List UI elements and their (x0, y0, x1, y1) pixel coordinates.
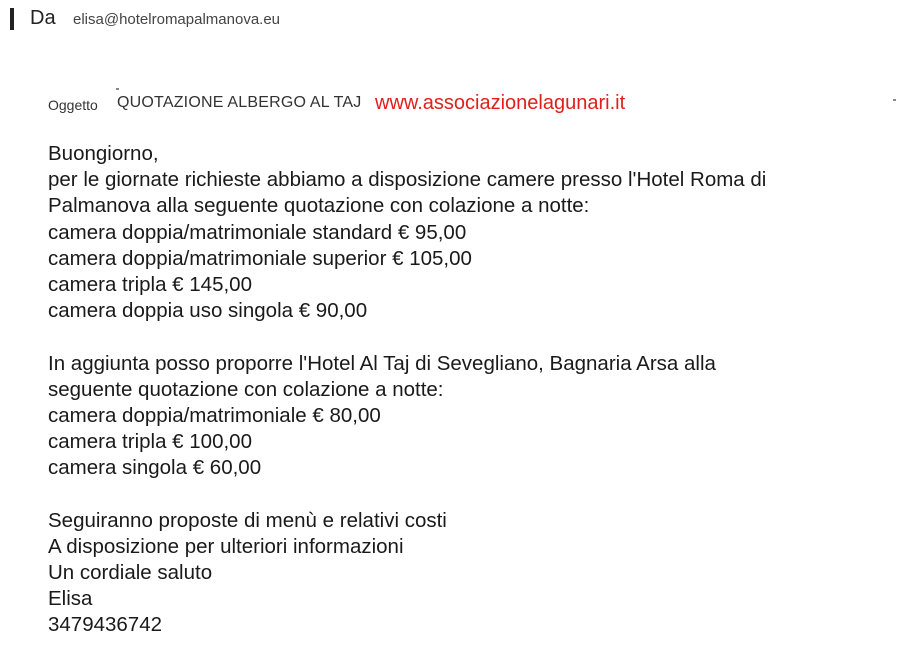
paragraph-gap (48, 481, 888, 507)
watermark-url: www.associazionelagunari.it (375, 92, 626, 114)
closing-line: Seguiranno proposte di menù e relativi costi (48, 508, 447, 532)
rate-line: camera singola € 60,00 (48, 456, 262, 480)
signature-name: Elisa (48, 587, 93, 611)
phone-number: 3479436742 (48, 613, 163, 637)
scan-speck (893, 99, 896, 101)
rate-line: camera tripla € 100,00 (48, 430, 252, 454)
scan-speck (116, 88, 119, 90)
alternative-line: In aggiunta posso proporre l'Hotel Al Taj di Sevegliano, Bagnaria Arsa alla (48, 351, 716, 375)
intro-line: Palmanova alla seguente quotazione con colazione a notte: (48, 194, 590, 218)
greeting: Buongiorno, (48, 142, 159, 165)
from-label: Da (30, 7, 56, 29)
rate-line: camera tripla € 145,00 (48, 272, 252, 296)
header-left-bar (10, 8, 14, 30)
from-address: elisa@hotelromapalmanova.eu (73, 11, 281, 28)
rate-line: camera doppia/matrimoniale standard € 95,00 (48, 220, 467, 244)
email-body (48, 141, 888, 639)
paragraph-gap (48, 324, 888, 350)
alternative-line: seguente quotazione con colazione a notte: (48, 377, 444, 401)
subject-value: QUOTAZIONE ALBERGO AL TAJ (117, 94, 362, 111)
intro-line: per le giornate richieste abbiamo a disposizione camere presso l'Hotel Roma di (48, 168, 767, 192)
rate-line: camera doppia uso singola € 90,00 (48, 299, 368, 323)
closing-line: Un cordiale saluto (48, 561, 213, 584)
subject-label: Oggetto (48, 97, 98, 113)
rate-line: camera doppia/matrimoniale € 80,00 (48, 403, 381, 427)
rate-line: camera doppia/matrimoniale superior € 105,00 (48, 246, 472, 270)
closing-line: A disposizione per ulteriori informazioni (48, 534, 404, 558)
